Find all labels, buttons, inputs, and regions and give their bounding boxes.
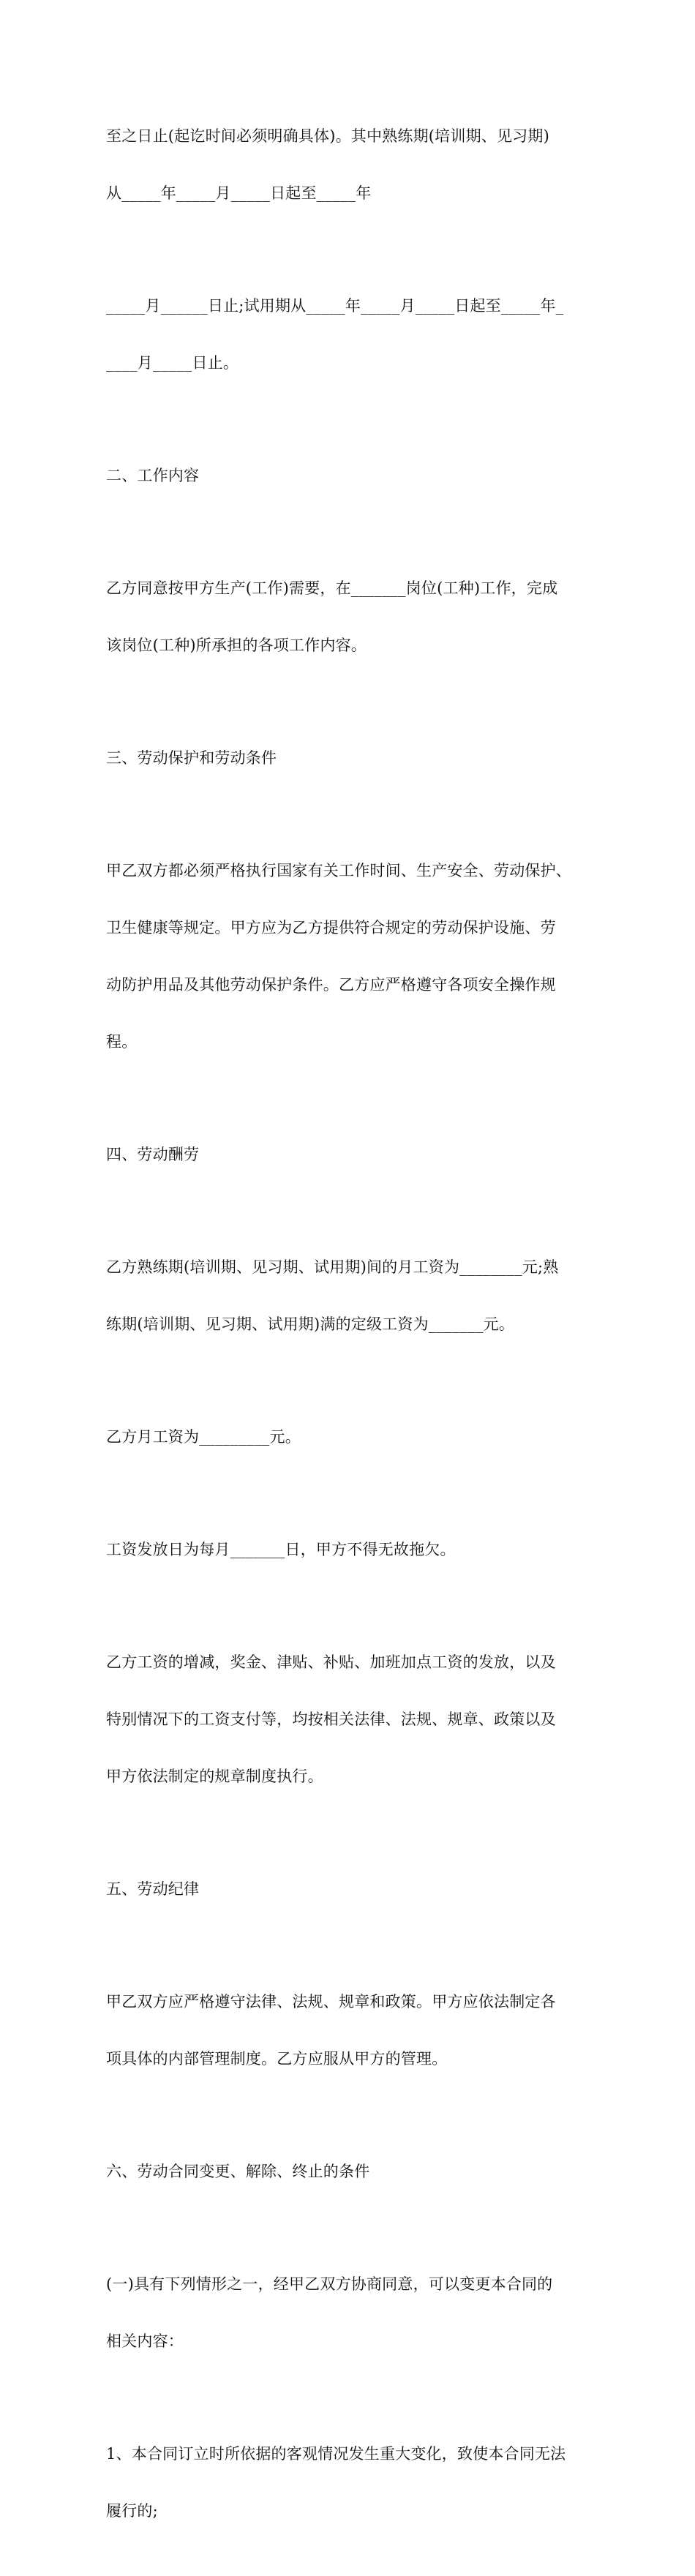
- text-line: 卫生健康等规定。甲方应为乙方提供符合规定的劳动保护设施、劳: [106, 919, 556, 936]
- text-line: 履行的;: [106, 2502, 158, 2520]
- text-line: 乙方工资的增减，奖金、津贴、补贴、加班加点工资的发放，以及: [106, 1653, 556, 1671]
- para-labor-discipline: [106, 1954, 596, 2106]
- text-line: 至之日止(起讫时间必须明确具体)。其中熟练期(培训期、见习期): [106, 127, 549, 145]
- heading-contract-changes: [106, 2124, 596, 2219]
- text-line: _____月______日止;试用期从_____年_____月_____日起至_____年_: [106, 297, 564, 315]
- heading-work-content: [106, 428, 596, 523]
- text-line: (一)具有下列情形之一，经甲乙双方协商同意，可以变更本合同的: [106, 2275, 553, 2293]
- para-change-conditions: [106, 2237, 596, 2389]
- para-term-dates: [106, 89, 596, 241]
- section-heading: 六、劳动合同变更、解除、终止的条件: [106, 2163, 370, 2180]
- para-monthly-salary: [106, 1389, 596, 1484]
- para-probation-salary: [106, 1220, 596, 1372]
- text-line: 乙方月工资为_________元。: [106, 1428, 301, 1446]
- text-line: 项具体的内部管理制度。乙方应服从甲方的管理。: [106, 2050, 448, 2068]
- para-pay-day: [106, 1502, 596, 1597]
- section-heading: 二、工作内容: [106, 467, 200, 484]
- text-line: 特别情况下的工资支付等，均按相关法律、法规、规章、政策以及: [106, 1711, 556, 1728]
- section-heading: 五、劳动纪律: [106, 1880, 200, 1898]
- text-line: 练期(培训期、见习期、试用期)满的定级工资为_______元。: [106, 1315, 515, 1333]
- text-line: 动防护用品及其他劳动保护条件。乙方应严格遵守各项安全操作规: [106, 976, 556, 994]
- heading-labor-discipline: [106, 1841, 596, 1937]
- text-line: 1、本合同订立时所依据的客观情况发生重大变化，致使本合同无法: [106, 2445, 566, 2463]
- text-line: 从_____年_____月_____日起至_____年: [106, 184, 372, 202]
- para-salary-adjustment: [106, 1615, 596, 1824]
- text-line: 乙方同意按甲方生产(工作)需要，在_______岗位(工种)工作，完成: [106, 579, 558, 597]
- text-line: 程。: [106, 1033, 138, 1051]
- section-heading: 三、劳动保护和劳动条件: [106, 749, 277, 767]
- text-line: 甲方依法制定的规章制度执行。: [106, 1768, 323, 1785]
- section-heading: 四、劳动酬劳: [106, 1146, 200, 1163]
- para-trial-dates: [106, 258, 596, 410]
- text-line: 甲乙双方都必须严格执行国家有关工作时间、生产安全、劳动保护、: [106, 862, 571, 879]
- para-change-condition-1: [106, 2406, 596, 2558]
- text-line: 甲乙双方应严格遵守法律、法规、规章和政策。甲方应依法制定各: [106, 1993, 556, 2010]
- text-line: ____月_____日止。: [106, 354, 239, 372]
- document-body: [106, 89, 596, 2576]
- text-line: 该岗位(工种)所承担的各项工作内容。: [106, 637, 367, 654]
- text-line: 乙方熟练期(培训期、见习期、试用期)间的月工资为________元;熟: [106, 1258, 559, 1276]
- text-line: 工资发放日为每月_______日，甲方不得无故拖欠。: [106, 1541, 456, 1558]
- text-line: 相关内容：: [106, 2332, 184, 2350]
- heading-remuneration: [106, 1107, 596, 1202]
- para-work-content: [106, 541, 596, 693]
- para-labor-protection: [106, 823, 596, 1089]
- heading-labor-protection: [106, 710, 596, 806]
